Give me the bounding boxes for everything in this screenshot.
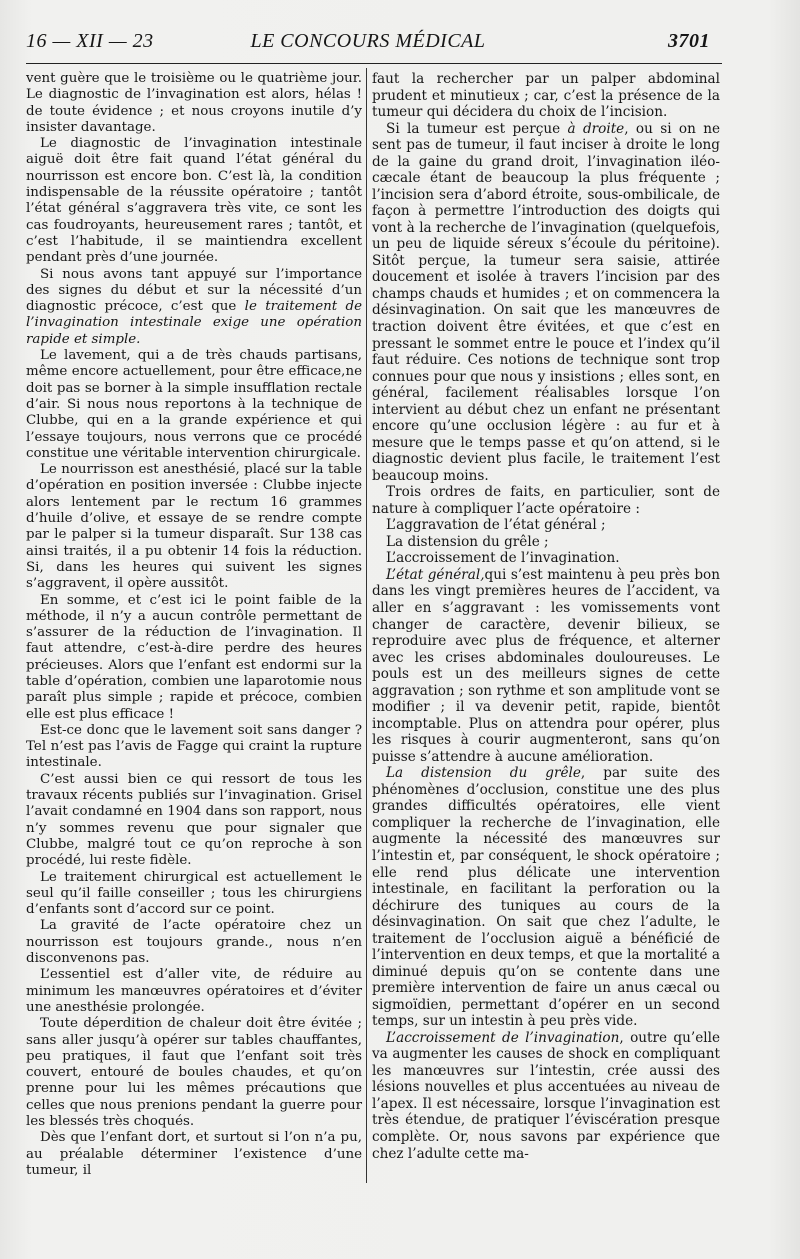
italic-phrase: le traitement de l’invagination intestinale exige une opération rapide et simple. bbox=[26, 299, 362, 347]
paragraph-text: Dès que l’enfant dort, et surtout si l’on n’a pu, au préalable déterminer l’existence d’une tumeur, il bbox=[26, 1130, 362, 1178]
paragraph-text: Si la tumeur est perçue bbox=[386, 120, 568, 137]
paragraph-text: qui s’est maintenu à peu près bon dans les vingt premières heures de l’accident, va aller en s’aggravant : les vomissements vont changer de caractère, devenir bilieux, se reproduire avec plus de fréquence, et alterner avec les crises abdominales douloureuses. Le pouls est un des meilleurs signes de cette aggravation ; son rythme et son amplitude vont se modifier ; il va devenir petit, rapide, bientôt incomptable. Plus on attendra pour opérer, plus les risques à courir augmenteront, sans qu’on puisse s’attendre à aucune amélioration. bbox=[372, 566, 720, 765]
paragraph-text: Le traitement chirurgical est actuellement le seul qu’il faille conseiller ; tous les chirurgiens d’enfants sont d’accord sur ce point. bbox=[26, 869, 362, 918]
paragraph bbox=[372, 550, 720, 567]
paragraph-text: Toute déperdition de chaleur doit être évitée ; sans aller jusqu’à opérer sur tables chauffantes, peu pratiques, il faut que l’enfant soit très couvert, entouré de boules chaudes, et qu’on prenne pour lui les mêmes précautions que celles que nous prenions pendant la guerre pour les blessés très choqués. bbox=[26, 1016, 362, 1129]
paragraph-text: Est-ce donc que le lavement soit sans danger ? Tel n’est pas l’avis de Fagge qui craint la rupture intestinale. bbox=[26, 722, 362, 771]
paragraph-text: , ou si on ne sent pas de tumeur, il faut inciser à droite le long de la gaine du grand droit, l’invagination iléo-cæcale étant de beaucoup la plus fréquente ; l’incision sera d’abord étroite, sous-ombilicale, de façon à permettre l’introduction des doigts qui vont à la recherche de l’invagination (quelquefois, un peu de liquide séreux s’écoule du péritoine). Sitôt perçue, la tumeur sera saisie, attirée doucement et isolée à travers l’incision par des champs chauds et humides ; et on commencera la désinvagination. On sait que les manœuvres de traction doivent être évitées, et que c’est en pressant le sommet entre le pouce et l’index qu’il faut réduire. Ces notions de technique sont trop connues pour que nous y insistions ; elles sont, en général, facilement réalisables lorsque l’on intervient au début chez un enfant ne présentant encore qu’une occlusion légère : au fur et à mesure que le temps passe et qu’on attend, si le diagnostic devient plus facile, le traitement l’est beaucoup moins. bbox=[372, 120, 721, 484]
paragraph bbox=[26, 462, 362, 592]
paragraph-text: L’aggravation de l’état général ; bbox=[386, 517, 606, 534]
issue-date: 16 — XII — 23 bbox=[26, 30, 154, 52]
paragraph-text: La gravité de l’acte opératoire chez un nourrisson est toujours grande., nous n’en disconvenons pas. bbox=[26, 918, 362, 967]
paragraph bbox=[372, 484, 720, 517]
paragraph-text: L’essentiel est d’aller vite, de réduire au minimum les manœuvres opératoires et d’éviter une anesthésie prolongée. bbox=[26, 967, 362, 1015]
paragraph bbox=[26, 870, 362, 919]
journal-title: LE CONCOURS MÉDICAL bbox=[250, 30, 486, 52]
paragraph-text: faut la rechercher par un palper abdominal prudent et minutieux ; car, c’est la présence de la tumeur qui décidera du choix de l’incision. bbox=[372, 71, 720, 121]
header-rule bbox=[26, 63, 722, 64]
italic-phrase: L’accroissement de l’invagination bbox=[386, 1029, 620, 1046]
paragraph bbox=[26, 136, 362, 266]
paragraph-text: , outre qu’elle va augmenter les causes de shock en compliquant les manœuvres sur l’intestin, crée aussi des lésions nouvelles et plus accentuées au niveau de l’apex. Il est nécessaire, lorsque l’invagination est très étendue, de pratiquer l’éviscération presque complète. Or, nous savons par expérience que chez l’adulte cette ma- bbox=[372, 1029, 720, 1162]
paragraph-text: Le diagnostic de l’invagination intestinale aiguë doit être fait quand l’état général du nourrisson est encore bon. C’est là, la condition indispensable de la réussite opératoire ; tantôt l’état général s’aggravera très vite, ce sont les cas foudroyants, heureusement rares ; tantôt, et c’est l’habitude, il se maintiendra excellent pendant près d’une journée. bbox=[26, 136, 362, 266]
paragraph-text: L’accroissement de l’invagination. bbox=[386, 550, 620, 567]
italic-phrase: à droite bbox=[567, 120, 625, 137]
paragraph bbox=[372, 517, 720, 534]
paragraph-text: C’est aussi bien ce qui ressort de tous les travaux récents publiés sur l’invagination. Grisel l’avait condamné en 1904 dans son rapport, nous n’y sommes revenu que pour signaler que Clubbe, malgré tout ce qu’on reproche à son procédé, lui reste fidèle. bbox=[26, 771, 362, 869]
page-number: 3701 bbox=[668, 30, 710, 52]
paragraph bbox=[26, 918, 362, 967]
paragraph bbox=[26, 967, 362, 1016]
right-column bbox=[372, 71, 720, 1162]
left-column bbox=[26, 71, 362, 1179]
paragraph-text: Si nous avons tant appuyé sur l’importance des signes du début et sur la nécessité d’un diagnostic précoce, c’est que bbox=[26, 266, 362, 315]
italic-phrase: L’état général, bbox=[386, 566, 485, 583]
paragraph bbox=[26, 1016, 362, 1130]
paragraph bbox=[26, 267, 362, 348]
paragraph bbox=[26, 593, 362, 723]
paragraph-text: Le nourrisson est anesthésié, placé sur la table d’opération en position inversée : Clubbe injecte alors lentement par le rectum 16 grammes d’huile d’olive, et essaye de se rendre compte par le palper si la tumeur disparaît. Sur 138 cas ainsi traités, il a pu obtenir 14 fois la réduction. Si, dans les heures qui suivent les signes s’aggravent, il opère aussitôt. bbox=[26, 462, 362, 592]
paragraph-text: La distension du grêle ; bbox=[386, 533, 549, 550]
paragraph bbox=[372, 567, 720, 765]
paragraph-text: Le lavement, qui a de très chauds partisans, même encore actuellement, pour être efficace,ne doit pas se borner à la simple insufflation rectale d’air. Si nous nous reportons à la technique de Clubbe, qui en a la grande expérience et qui l’essaye toujours, nous verrons que ce procédé constitue une véritable intervention chirurgicale. bbox=[26, 348, 362, 461]
italic-phrase: La distension du grêle bbox=[386, 765, 581, 782]
column-divider bbox=[366, 68, 367, 1183]
paragraph-text: vent guère que le troisième ou le quatrième jour. Le diagnostic de l’invagination est alors, hélas ! de toute évidence ; et nous croyons inutile d’y insister davantage. bbox=[26, 71, 362, 135]
paragraph bbox=[26, 723, 362, 772]
paragraph bbox=[372, 121, 720, 485]
page-header bbox=[26, 30, 710, 56]
paragraph-text: , par suite des phénomènes d’occlusion, constitue une des plus grandes difficultés opératoires, elle vient compliquer la recherche de l’invagination, elle augmente la nécessité des manœuvres sur l’intestin et, par conséquent, le shock opératoire ; elle rend plus délicate une intervention intestinale, en facilitant la perforation ou la déchirure des tuniques au cours de la désinvagination. On sait que chez l’adulte, le traitement de l’occlusion aiguë a bénéficié de l’intervention en deux temps, et que la mortalité a diminué depuis qu’on se contente dans une première intervention de faire un anus cæcal ou sigmoïdien, permettant d’opérer en un second temps, sur un intestin à peu près vide. bbox=[372, 765, 720, 1030]
paragraph bbox=[26, 1130, 362, 1179]
paragraph bbox=[372, 765, 720, 1030]
paragraph bbox=[372, 71, 720, 121]
paragraph bbox=[26, 71, 362, 136]
paragraph-text: Trois ordres de faits, en particulier, sont de nature à compliquer l’acte opératoire : bbox=[372, 484, 720, 517]
paragraph bbox=[372, 534, 720, 551]
paragraph bbox=[372, 1030, 720, 1162]
paragraph-text: En somme, et c’est ici le point faible de la méthode, il n’y a aucun contrôle permettant de s’assurer de la réduction de l’invagination. Il faut attendre, c’est-à-dire perdre des heures précieuses. Alors que l’enfant est endormi sur la table d’opération, combien une laparotomie nous paraît plus simple ; rapide et précoce, combien elle est plus efficace ! bbox=[26, 592, 362, 722]
paragraph bbox=[26, 348, 362, 462]
paragraph bbox=[26, 772, 362, 870]
